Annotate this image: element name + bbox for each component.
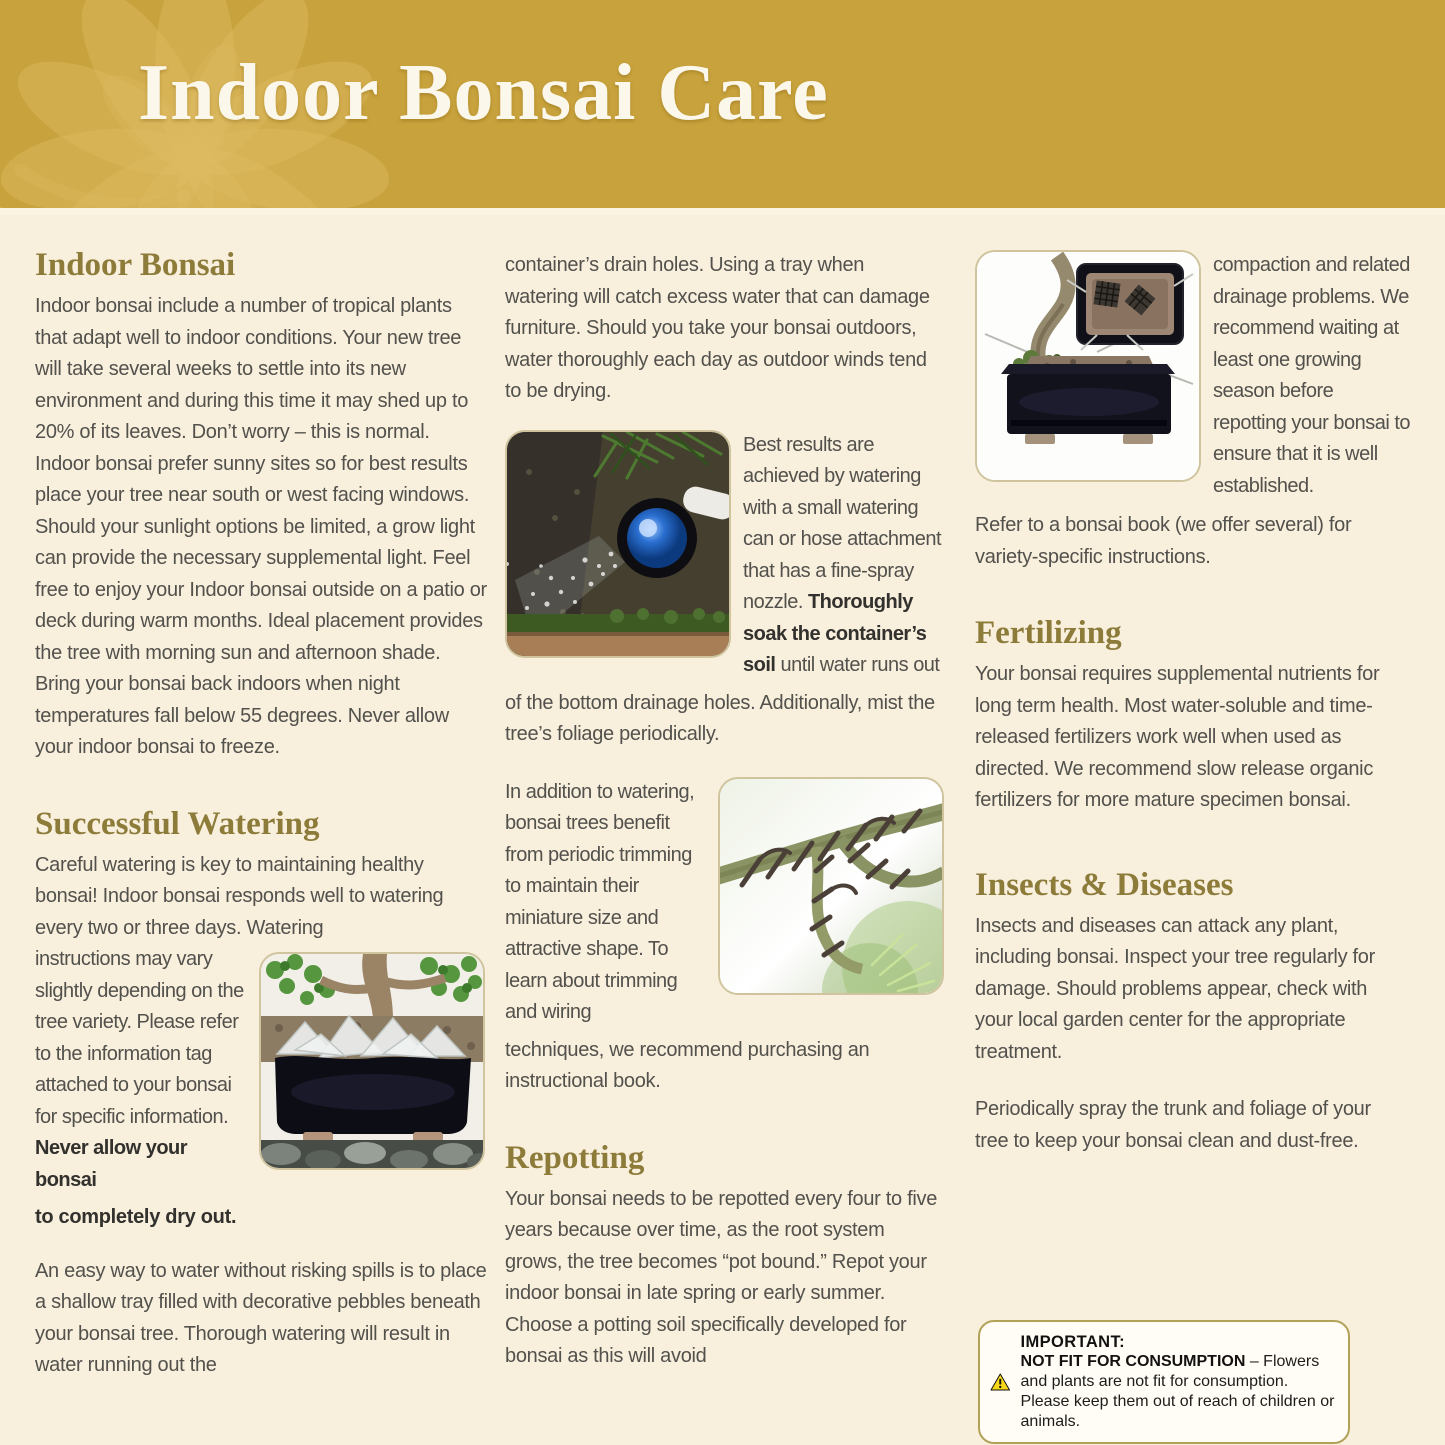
- warning-triangle-icon: [990, 1354, 1011, 1410]
- best-results-paragraph: [743, 430, 944, 682]
- watering-wrap-bold: Never allow your bonsai: [35, 1137, 188, 1191]
- section-heading-repotting: Repotting: [505, 1139, 645, 1176]
- best-results-after: until water runs out: [780, 654, 940, 676]
- trimming-tail: techniques, we recommend purchasing an instructional book.: [505, 1038, 870, 1092]
- header-banner: [0, 0, 1445, 215]
- repotting-continued-tail: Refer to a bonsai book (we offer several) for variety-specific instructions.: [975, 514, 1352, 568]
- warning-text: [1021, 1332, 1336, 1432]
- watering-intro-paragraph: Careful watering is key to maintaining healthy bonsai! Indoor bonsai responds well to watering every two or three days. Watering: [35, 853, 444, 939]
- bonsai-pot-photo: [259, 952, 485, 1170]
- repotting-paragraph: Your bonsai needs to be repotted every four to five years because over time, as the root system grows, the tree becomes “pot bound.” Repot your indoor bonsai in late spring or early summer. Choose a potting soil specifically developed for bonsai as this will avoid: [505, 1187, 938, 1367]
- section-heading-successful-watering: Successful Watering: [35, 805, 320, 842]
- column-right: [975, 250, 1409, 1157]
- warning-body: – Flowers and plants are not fit for consumption. Please keep them out of reach of children or animals.: [1020, 1353, 1335, 1430]
- watering-bold-tail: to completely dry out.: [35, 1206, 237, 1228]
- insects-paragraph: Insects and diseases can attack any plant, including bonsai. Inspect your tree regularly for damage. Should problems appear, check with your local garden center for the appropriate treatment.: [975, 914, 1375, 1063]
- tray-tip-paragraph: An easy way to water without risking spills is to place a shallow tray filled with decorative pebbles beneath your bonsai tree. Thorough watering will result in water running out the: [35, 1259, 487, 1376]
- section-heading-insects: Insects & Diseases: [975, 866, 1234, 903]
- warning-title: NOT FIT FOR CONSUMPTION: [1020, 1353, 1246, 1370]
- watering-wrap-paragraph: [35, 944, 247, 1196]
- column-middle: [505, 250, 942, 1373]
- trimming-paragraph: In addition to watering, bonsai trees benefit from periodic trimming to maintain their miniature size and attractive shape. To learn about trimming and wiring: [505, 780, 695, 1023]
- watering-wrap-text: instructions may vary slightly depending on the tree variety. Please refer to the information tag attached to your bonsai for specific information.: [35, 948, 244, 1128]
- consumption-warning-box: [978, 1320, 1350, 1444]
- trimming-row: [505, 777, 942, 1029]
- repotting-photo: [975, 250, 1201, 482]
- wired-branches-photo: [718, 777, 944, 995]
- watering-wrap-row: [35, 944, 487, 1196]
- best-results-bold: Thoroughly soak the container’s soil: [743, 591, 927, 676]
- best-results-tail: of the bottom drainage holes. Additionally, mist the tree’s foliage periodically.: [505, 691, 935, 745]
- indoor-bonsai-paragraph: Indoor bonsai include a number of tropical plants that adapt well to indoor conditions. Your new tree will take several weeks to settle into its new environment and during this time it may shed up to 20% of its leaves. Don’t worry – this is normal. Indoor bonsai prefer sunny sites so for best results place your tree near south or west facing windows. Should your sunlight options be limited, a grow light can provide the necessary supplemental light. Feel free to enjoy your Indoor bonsai outside on a patio or deck during warm months. Ideal placement provides the tree with morning sun and afternoon shade. Bring your bonsai back indoors when night temperatures fall below 55 degrees. Never allow your indoor bonsai to freeze.: [35, 295, 487, 758]
- fertilizing-paragraph: Your bonsai requires supplemental nutrients for long term health. Most water-soluble and time-released fertilizers work well when used as directed. We recommend slow release organic fertilizers for more mature specimen bonsai.: [975, 663, 1380, 811]
- page-title: Indoor Bonsai Care: [138, 49, 829, 137]
- watering-continued-paragraph: container’s drain holes. Using a tray when watering will catch excess water that can damage furniture. Should you take your bonsai outdoors, water thoroughly each day as outdoor winds tend to be drying.: [505, 254, 930, 402]
- best-results-text: Best results are achieved by watering with a small watering can or hose attachment that has a fine-spray nozzle.: [743, 433, 942, 613]
- section-heading-fertilizing: Fertilizing: [975, 615, 1122, 651]
- warning-label: IMPORTANT:: [1020, 1333, 1126, 1351]
- section-heading-indoor-bonsai: Indoor Bonsai: [35, 247, 236, 283]
- column-left: [35, 247, 487, 1382]
- best-results-row: [505, 430, 942, 682]
- repotting-photo-row: [975, 250, 1409, 502]
- repotting-continued-paragraph: compaction and related drainage problems. We recommend waiting at least one growing season before repotting your bonsai to ensure that it is well established.: [1213, 254, 1411, 497]
- spray-paragraph: Periodically spray the trunk and foliage of your tree to keep your bonsai clean and dust-free.: [975, 1098, 1371, 1152]
- watering-photo: [505, 430, 731, 658]
